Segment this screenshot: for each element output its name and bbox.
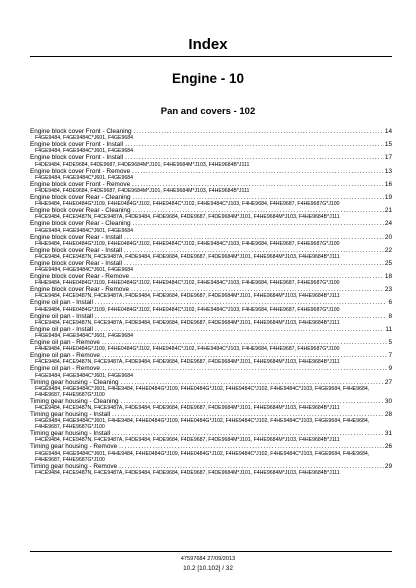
index-entry-heading — [30, 398, 392, 405]
index-entry-page-number[interactable]: 17 — [384, 154, 392, 162]
index-entry-page-number[interactable]: 19 — [384, 193, 392, 201]
index-entry-page-number[interactable]: 6 — [388, 299, 392, 307]
index-entry-page-number[interactable]: 31 — [384, 430, 392, 438]
index-entry-models: F4GE9484, F4GE9484C*J601, F4HE9484, F4HE0484G*J109, F4HE0484G*J102, F4HE9484C*J102, F4HE9484C*J103, F4GE9684, F4HE9684, F4HE9687, F4HE9687G*J100 — [35, 385, 370, 398]
index-entry-title[interactable]: Timing gear housing - Remove — [30, 462, 118, 470]
section-title: Engine - 10 — [171, 71, 244, 86]
index-entry-heading — [30, 181, 392, 188]
index-entry-title[interactable]: Timing gear housing - Cleaning — [30, 378, 119, 386]
index-entry-models: F4DE9484, F4DE9684, F4DE9687, F4DE9684M*J101, F4HE9684M*J103, F4HE9684B*J111 — [35, 187, 250, 194]
index-entry[interactable] — [30, 430, 392, 443]
index-entry-models: F4CE9484, F4CE9487N, F4CE9487A, F4DE9484, F4DE9684, F4DE9687, F4DE9684M*J101, F4HE9684M*J103, F4HE9684B*J111 — [35, 293, 340, 300]
index-entry[interactable] — [30, 128, 392, 141]
page-header-title: Index — [188, 36, 228, 53]
dot-leader — [100, 365, 387, 372]
index-entry-page-number[interactable]: 13 — [384, 167, 392, 175]
index-entry-models: F4CE9484, F4CE9487N, F4CE9487A, F4DE9484, F4DE9684, F4DE9687, F4DE9684M*J101, F4HE9684M*J103, F4HE9684B*J111 — [35, 319, 340, 326]
index-entry-page-number[interactable]: 20 — [384, 233, 392, 241]
index-entry-models: F4GE9484, F4GE9484C*J601, F4HE9484, F4HE0484G*J109, F4HE0484G*J102, F4HE9484C*J102, F4HE9484C*J103, F4GE9684, F4HE9684, F4HE9687, F4HE9687G*J100 — [35, 418, 370, 431]
dot-leader — [117, 463, 384, 470]
index-entry[interactable] — [30, 352, 392, 365]
index-entry-page-number[interactable]: 25 — [384, 259, 392, 267]
index-entry-title[interactable]: Engine block cover Rear - Install — [30, 259, 122, 267]
index-entry-title[interactable]: Engine oil pan - Install — [30, 325, 93, 333]
index-entry-heading — [30, 411, 392, 418]
index-entry-models: F4CE9484, F4CE9487N, F4CE9487A, F4DE9484, F4DE9684, F4DE9687, F4DE9684M*J101, F4HE9684M*J103, F4HE9684B*J111 — [35, 437, 340, 444]
subsection-title: Pan and covers - 102 — [160, 106, 256, 117]
index-entry-models: F4HE9484, F4HE0484G*J109, F4HE0484G*J102, F4HE9484C*J102, F4HE9484C*J103, F4HE9684, F4HE9687, F4HE9687G*J100 — [35, 240, 340, 247]
footer-doc-ref: 47597684 27/09/2013 — [180, 556, 236, 562]
index-entry-heading — [30, 273, 392, 280]
index-entry-heading — [30, 286, 392, 293]
dot-leader — [122, 247, 384, 254]
index-entry[interactable] — [30, 365, 392, 378]
index-entry-title[interactable]: Engine oil pan - Install — [30, 312, 93, 320]
index-entry[interactable] — [30, 411, 392, 430]
index-entry[interactable] — [30, 247, 392, 260]
index-entry-title[interactable]: Engine block cover Front - Remove — [30, 180, 131, 188]
index-entry-page-number[interactable]: 14 — [384, 128, 392, 135]
index-entry-heading — [30, 463, 392, 470]
index-entry[interactable] — [30, 181, 392, 194]
index-entry-models: F4CE9484, F4CE9487N, F4CE9487A, F4DE9484, F4DE9684, F4DE9687, F4DE9684M*J101, F4HE9684M*J103, F4HE9684B*J111 — [35, 359, 340, 366]
index-entry-title[interactable]: Engine block cover Rear - Remove — [30, 273, 130, 281]
index-entry-title[interactable]: Engine block cover Rear - Install — [30, 233, 122, 241]
index-entry[interactable] — [30, 154, 392, 167]
index-entry-models: F4CE9484, F4CE9487N, F4CE9487A, F4DE9484, F4DE9684, F4DE9687, F4DE9684M*J101, F4HE9684M*J103, F4HE9684B*J111 — [35, 214, 340, 221]
index-entry-title[interactable]: Engine block cover Rear - Remove — [30, 286, 130, 294]
index-entry-page-number[interactable]: 26 — [384, 443, 392, 451]
index-entry-heading — [30, 128, 392, 135]
dot-leader — [119, 379, 384, 386]
index-entry[interactable] — [30, 463, 392, 476]
index-entry[interactable] — [30, 234, 392, 247]
index-entry-heading — [30, 299, 392, 306]
index-entry-models: F4GE9484, F4GE9484C*J601, F4GE9684 — [35, 174, 134, 181]
index-entry-heading — [30, 168, 392, 175]
dot-leader — [131, 220, 384, 227]
index-entry-page-number[interactable]: 5 — [388, 339, 392, 346]
index-entry-page-number[interactable]: 7 — [388, 352, 392, 360]
index-entry-title[interactable]: Engine block cover Rear - Cleaning — [30, 193, 131, 201]
index-entry-models: F4HE9484, F4HE0484G*J109, F4HE0484G*J102, F4HE9484C*J102, F4HE9484C*J103, F4HE9684, F4HE9687, F4HE9687G*J100 — [35, 280, 340, 287]
index-entry-page-number[interactable]: 29 — [384, 462, 392, 470]
dot-leader — [122, 260, 384, 267]
index-entry-models: F4GE9484, F4GE9484C*J601, F4GE9684 — [35, 227, 134, 234]
index-entry-page-number[interactable]: 30 — [384, 397, 392, 405]
footer-page-ref: 10.2 [10.102] / 32 — [183, 565, 233, 572]
dot-leader — [123, 154, 384, 161]
index-entry-page-number[interactable]: 21 — [384, 207, 392, 215]
dot-leader — [129, 273, 384, 280]
index-entry-title[interactable]: Engine block cover Front - Remove — [30, 167, 131, 175]
dot-leader — [130, 181, 384, 188]
index-entry[interactable] — [30, 339, 392, 352]
index-entry[interactable] — [30, 379, 392, 398]
index-entry-title[interactable]: Timing gear housing - Cleaning — [30, 397, 119, 405]
index-entry-models: F4GE9484, F4GE9484C*J601, F4HE9484, F4HE0484G*J109, F4HE0484G*J102, F4HE9484C*J102, F4HE9484C*J103, F4GE9684, F4HE9684, F4HE9687, F4HE9687G*J100 — [35, 450, 370, 463]
index-entry-title[interactable]: Engine block cover Front - Cleaning — [30, 128, 132, 135]
dot-leader — [130, 168, 384, 175]
dot-leader — [117, 443, 384, 450]
dot-leader — [93, 299, 388, 306]
index-entry-heading — [30, 234, 392, 241]
index-entry[interactable] — [30, 194, 392, 207]
dot-leader — [131, 194, 384, 201]
index-entry[interactable] — [30, 220, 392, 233]
index-entry-title[interactable]: Engine block cover Front - Install — [30, 154, 124, 162]
index-entry-heading — [30, 260, 392, 267]
index-entry-models: F4CE9484, F4CE9487N, F4CE9487A, F4DE9484, F4DE9684, F4DE9687, F4DE9684M*J101, F4HE9684M*J103, F4HE9684B*J111 — [35, 404, 340, 411]
footer-divider — [30, 551, 392, 552]
index-entry-heading — [30, 430, 392, 437]
index-entry-heading — [30, 365, 392, 372]
index-entry[interactable] — [30, 326, 392, 339]
index-entry-page-number[interactable]: 15 — [384, 141, 392, 149]
index-entry-models: F4GE9484, F4GE9484C*J601, F4GE9684 — [35, 148, 134, 155]
index-entry-heading — [30, 379, 392, 386]
index-entry-models: F4GE9484, F4GE9484C*J601, F4GE9684 — [35, 135, 134, 142]
index-entry-models: F4GE9484, F4GE9484C*J601, F4GE9684 — [35, 333, 134, 339]
index-entry-heading — [30, 220, 392, 227]
index-entry-page-number[interactable]: 27 — [384, 378, 392, 386]
index-entry-models: F4GE9484, F4GE9484C*J601, F4GE9684 — [35, 267, 134, 274]
index-entry-models: F4CE9484, F4CE9487N, F4CE9487A, F4DE9484, F4DE9684, F4DE9687, F4DE9684M*J101, F4HE9684M*J103, F4HE9684B*J111 — [35, 469, 340, 476]
index-entry[interactable] — [30, 286, 392, 299]
index-entry[interactable] — [30, 273, 392, 286]
index-entry[interactable] — [30, 141, 392, 154]
index-entry-models: F4CE9484, F4CE9487N, F4CE9487A, F4DE9484, F4DE9684, F4DE9687, F4DE9684M*J101, F4HE9684M*J103, F4HE9684B*J111 — [35, 253, 340, 260]
index-entry-title[interactable]: Engine oil pan - Remove — [30, 339, 100, 346]
index-entry-heading — [30, 194, 392, 201]
index-entry-title[interactable]: Engine oil pan - Remove — [30, 365, 100, 373]
index-entry-title[interactable]: Engine block cover Rear - Cleaning — [30, 220, 131, 228]
index-entry[interactable] — [30, 260, 392, 273]
dot-leader — [110, 411, 384, 418]
index-entry-models: F4HE9484, F4HE0484G*J109, F4HE0484G*J102, F4HE9484C*J102, F4HE9484C*J103, F4HE9684, F4HE9687, F4HE9687G*J100 — [35, 306, 340, 313]
dot-leader — [110, 430, 384, 437]
index-entry-title[interactable]: Engine block cover Rear - Install — [30, 246, 122, 254]
index-entry-heading — [30, 247, 392, 254]
index-entry[interactable] — [30, 168, 392, 181]
dot-leader — [131, 207, 384, 214]
index-entry-title[interactable]: Timing gear housing - Install — [30, 430, 111, 438]
index-entry-page-number[interactable]: 9 — [388, 365, 392, 373]
index-entry-title[interactable]: Engine oil pan - Install — [30, 299, 93, 307]
index-entry-title[interactable]: Engine oil pan - Remove — [30, 352, 100, 360]
dot-leader — [129, 286, 384, 293]
index-entry-heading — [30, 313, 392, 320]
dot-leader — [93, 313, 388, 320]
index-entry-title[interactable]: Timing gear housing - Install — [30, 410, 111, 418]
index-entry-page-number[interactable]: 18 — [384, 273, 392, 281]
index-entry-page-number[interactable]: 24 — [384, 220, 392, 228]
index-entry-heading — [30, 352, 392, 359]
index-entry[interactable] — [30, 207, 392, 220]
index-entry-models: F4GE9484, F4GE9484C*J601, F4GE9684 — [35, 372, 134, 379]
index-entry-heading — [30, 207, 392, 214]
index-entry-page-number[interactable]: 28 — [384, 410, 392, 418]
index-entry-models: F4HE9484, F4HE0484G*J109, F4HE0484G*J102, F4HE9484C*J102, F4HE9484C*J103, F4HE9684, F4HE9687, F4HE9687G*J100 — [35, 346, 340, 353]
dot-leader — [119, 398, 384, 405]
index-entry-title[interactable]: Engine block cover Rear - Cleaning — [30, 207, 131, 215]
dot-leader — [123, 141, 384, 148]
index-entry[interactable] — [30, 299, 392, 312]
index-entry-title[interactable]: Engine block cover Front - Install — [30, 141, 124, 149]
index-entry-page-number[interactable]: 8 — [388, 312, 392, 320]
dot-leader — [100, 352, 387, 359]
dot-leader — [122, 234, 384, 241]
index-entry[interactable] — [30, 443, 392, 462]
index-entry-heading — [30, 326, 392, 333]
index-entry-models: F4HE9484, F4HE0484G*J109, F4HE0484G*J102, F4HE9484C*J102, F4HE9484C*J103, F4HE9684, F4HE9687, F4HE9687G*J100 — [35, 201, 340, 208]
index-entry-models: F4DE9484, F4DE9684, F4DE9687, F4DE9684M*J101, F4HE9684M*J103, F4HE9684B*J111 — [35, 161, 250, 168]
index-entry-heading — [30, 141, 392, 148]
dot-leader — [100, 339, 387, 346]
index-entry-heading — [30, 339, 392, 346]
index-entry-list — [30, 128, 392, 476]
index-entry[interactable] — [30, 398, 392, 411]
header-divider — [30, 56, 392, 57]
index-entry-page-number[interactable]: 16 — [384, 180, 392, 188]
index-entry-page-number[interactable]: 23 — [384, 286, 392, 294]
index-entry-heading — [30, 154, 392, 161]
index-entry-heading — [30, 443, 392, 450]
index-entry-title[interactable]: Timing gear housing - Remove — [30, 443, 118, 451]
index-entry-page-number[interactable]: 22 — [384, 246, 392, 254]
index-entry[interactable] — [30, 313, 392, 326]
dot-leader — [93, 326, 384, 333]
dot-leader — [132, 128, 384, 135]
index-entry-page-number[interactable]: 11 — [385, 325, 392, 333]
